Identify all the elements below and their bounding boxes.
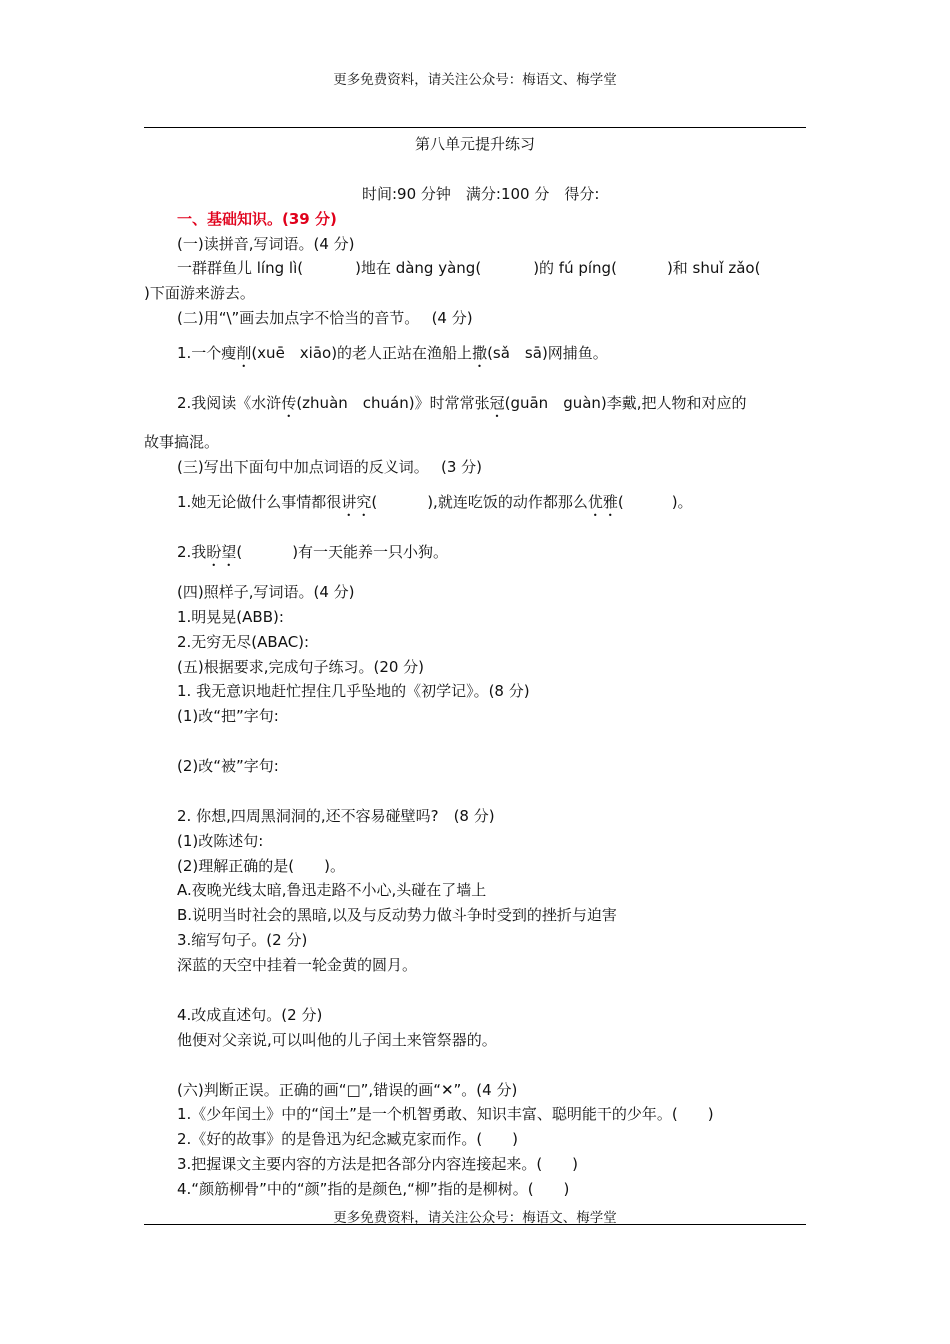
q2-item2-text: 2.我阅读《水浒: [177, 394, 282, 412]
page-title: 第八单元提升练习: [414, 135, 535, 153]
q5-p1b: (2)改“被”字句:: [177, 757, 279, 775]
q2-item1-dotted: 削: [236, 344, 252, 362]
exam-meta: 时间:90 分钟 满分:100 分 得分:: [362, 185, 600, 203]
q2-item1-text3: (sǎ sā)网捕鱼。: [487, 344, 608, 362]
q5-p1: 1. 我无意识地赶忙捏住几乎坠地的《初学记》。(8 分): [177, 682, 530, 700]
page-footer: 更多免费资料，请关注公众号：梅语文、梅学堂: [333, 1210, 617, 1226]
q6-title: (六)判断正误。正确的画“□”,错误的画“✕”。(4 分): [177, 1081, 518, 1099]
q1-seg2: )地在 dàng yàng(: [355, 259, 482, 277]
q5-p4: 4.改成直述句。(2 分): [177, 1006, 323, 1024]
q3-item2: [177, 542, 448, 570]
q3-item2-text2: )有一天能养一只小狗。: [292, 543, 449, 561]
q2-item1: [177, 343, 608, 371]
q6-item4: 4.“颜筋柳骨”中的“颜”指的是颜色,“柳”指的是柳树。( ): [177, 1180, 570, 1198]
q5-option-a: A.夜晚光线太暗,鲁迅走路不小心,头碰在了墙上: [177, 881, 487, 899]
q3-item1-dotted2: 优雅: [587, 493, 618, 511]
q5-p3-sentence: 深蓝的天空中挂着一轮金黄的圆月。: [177, 956, 418, 974]
q6-item3: 3.把握课文主要内容的方法是把各部分内容连接起来。( ): [177, 1155, 579, 1173]
q5-option-b: B.说明当时社会的黑暗,以及与反动势力做斗争时受到的挫折与迫害: [177, 906, 617, 924]
q5-p2: 2. 你想,四周黑洞洞的,还不容易碰壁吗? (8 分): [177, 807, 495, 825]
q1-seg3: )的 fú píng(: [533, 259, 617, 277]
header-rule: [144, 127, 806, 128]
q4-item1: 1.明晃晃(ABB):: [177, 608, 284, 626]
q2-item2-cont: 故事搞混。: [144, 433, 220, 451]
q3-item1-paren2: (: [617, 493, 624, 511]
q6-item2: 2.《好的故事》的是鲁迅为纪念臧克家而作。( ): [177, 1130, 519, 1148]
section-heading: 一、基础知识。(39 分): [177, 210, 337, 228]
q2-item1-text: 1.一个瘦: [177, 344, 237, 362]
q3-title: (三)写出下面句中加点词语的反义词。 (3 分): [177, 458, 482, 476]
q2-item2-text3: (guān guàn)李戴,把人物和对应的: [504, 394, 747, 412]
q5-p4-sentence: 他便对父亲说,可以叫他的儿子闰土来管祭器的。: [177, 1031, 497, 1049]
q1-line: [177, 258, 760, 278]
q3-item2-text: 2.我: [177, 543, 207, 561]
q4-title: (四)照样子,写词语。(4 分): [177, 583, 355, 601]
q5-p1a: (1)改“把”字句:: [177, 707, 279, 725]
q2-item2-dotted2: 冠: [489, 394, 505, 412]
q2-title: (二)用“\”画去加点字不恰当的音节。 (4 分): [177, 309, 473, 327]
q3-item1-text: 1.她无论做什么事情都很: [177, 493, 342, 511]
page-header: 更多免费资料，请关注公众号：梅语文、梅学堂: [333, 72, 617, 88]
q3-item1-paren: (: [371, 493, 378, 511]
q1-seg4: )和 shuǐ zǎo(: [666, 259, 761, 277]
q2-item2-dotted: 传: [281, 394, 297, 412]
q3-item2-dotted: 盼望: [206, 543, 237, 561]
q2-item2: [177, 393, 747, 421]
q3-item1-text2: ),就连吃饭的动作都那么: [427, 493, 588, 511]
q1-line-end: )下面游来游去。: [144, 284, 255, 302]
q2-item1-dotted2: 撒: [472, 344, 488, 362]
q3-item1-dotted: 讲究: [341, 493, 372, 511]
q2-item2-text2: (zhuàn chuán)》时常常张: [296, 394, 490, 412]
q5-title: (五)根据要求,完成句子练习。(20 分): [177, 658, 425, 676]
q4-item2: 2.无穷无尽(ABAC):: [177, 633, 310, 651]
q2-item1-text2: (xuē xiāo)的老人正站在渔船上: [251, 344, 473, 362]
q3-item1: [177, 492, 693, 520]
q6-item1: 1.《少年闰土》中的“闰土”是一个机智勇敢、知识丰富、聪明能干的少年。( ): [177, 1105, 714, 1123]
footer-rule: [144, 1224, 806, 1225]
q3-item2-paren: (: [236, 543, 243, 561]
q5-p3: 3.缩写句子。(2 分): [177, 931, 308, 949]
q1-seg1: 一群群鱼儿 líng lì(: [177, 259, 304, 277]
q1-title: (一)读拼音,写词语。(4 分): [177, 235, 355, 253]
q5-p2b: (2)理解正确的是( )。: [177, 857, 345, 875]
q5-p2a: (1)改陈述句:: [177, 832, 264, 850]
q3-item1-end: )。: [671, 493, 693, 511]
